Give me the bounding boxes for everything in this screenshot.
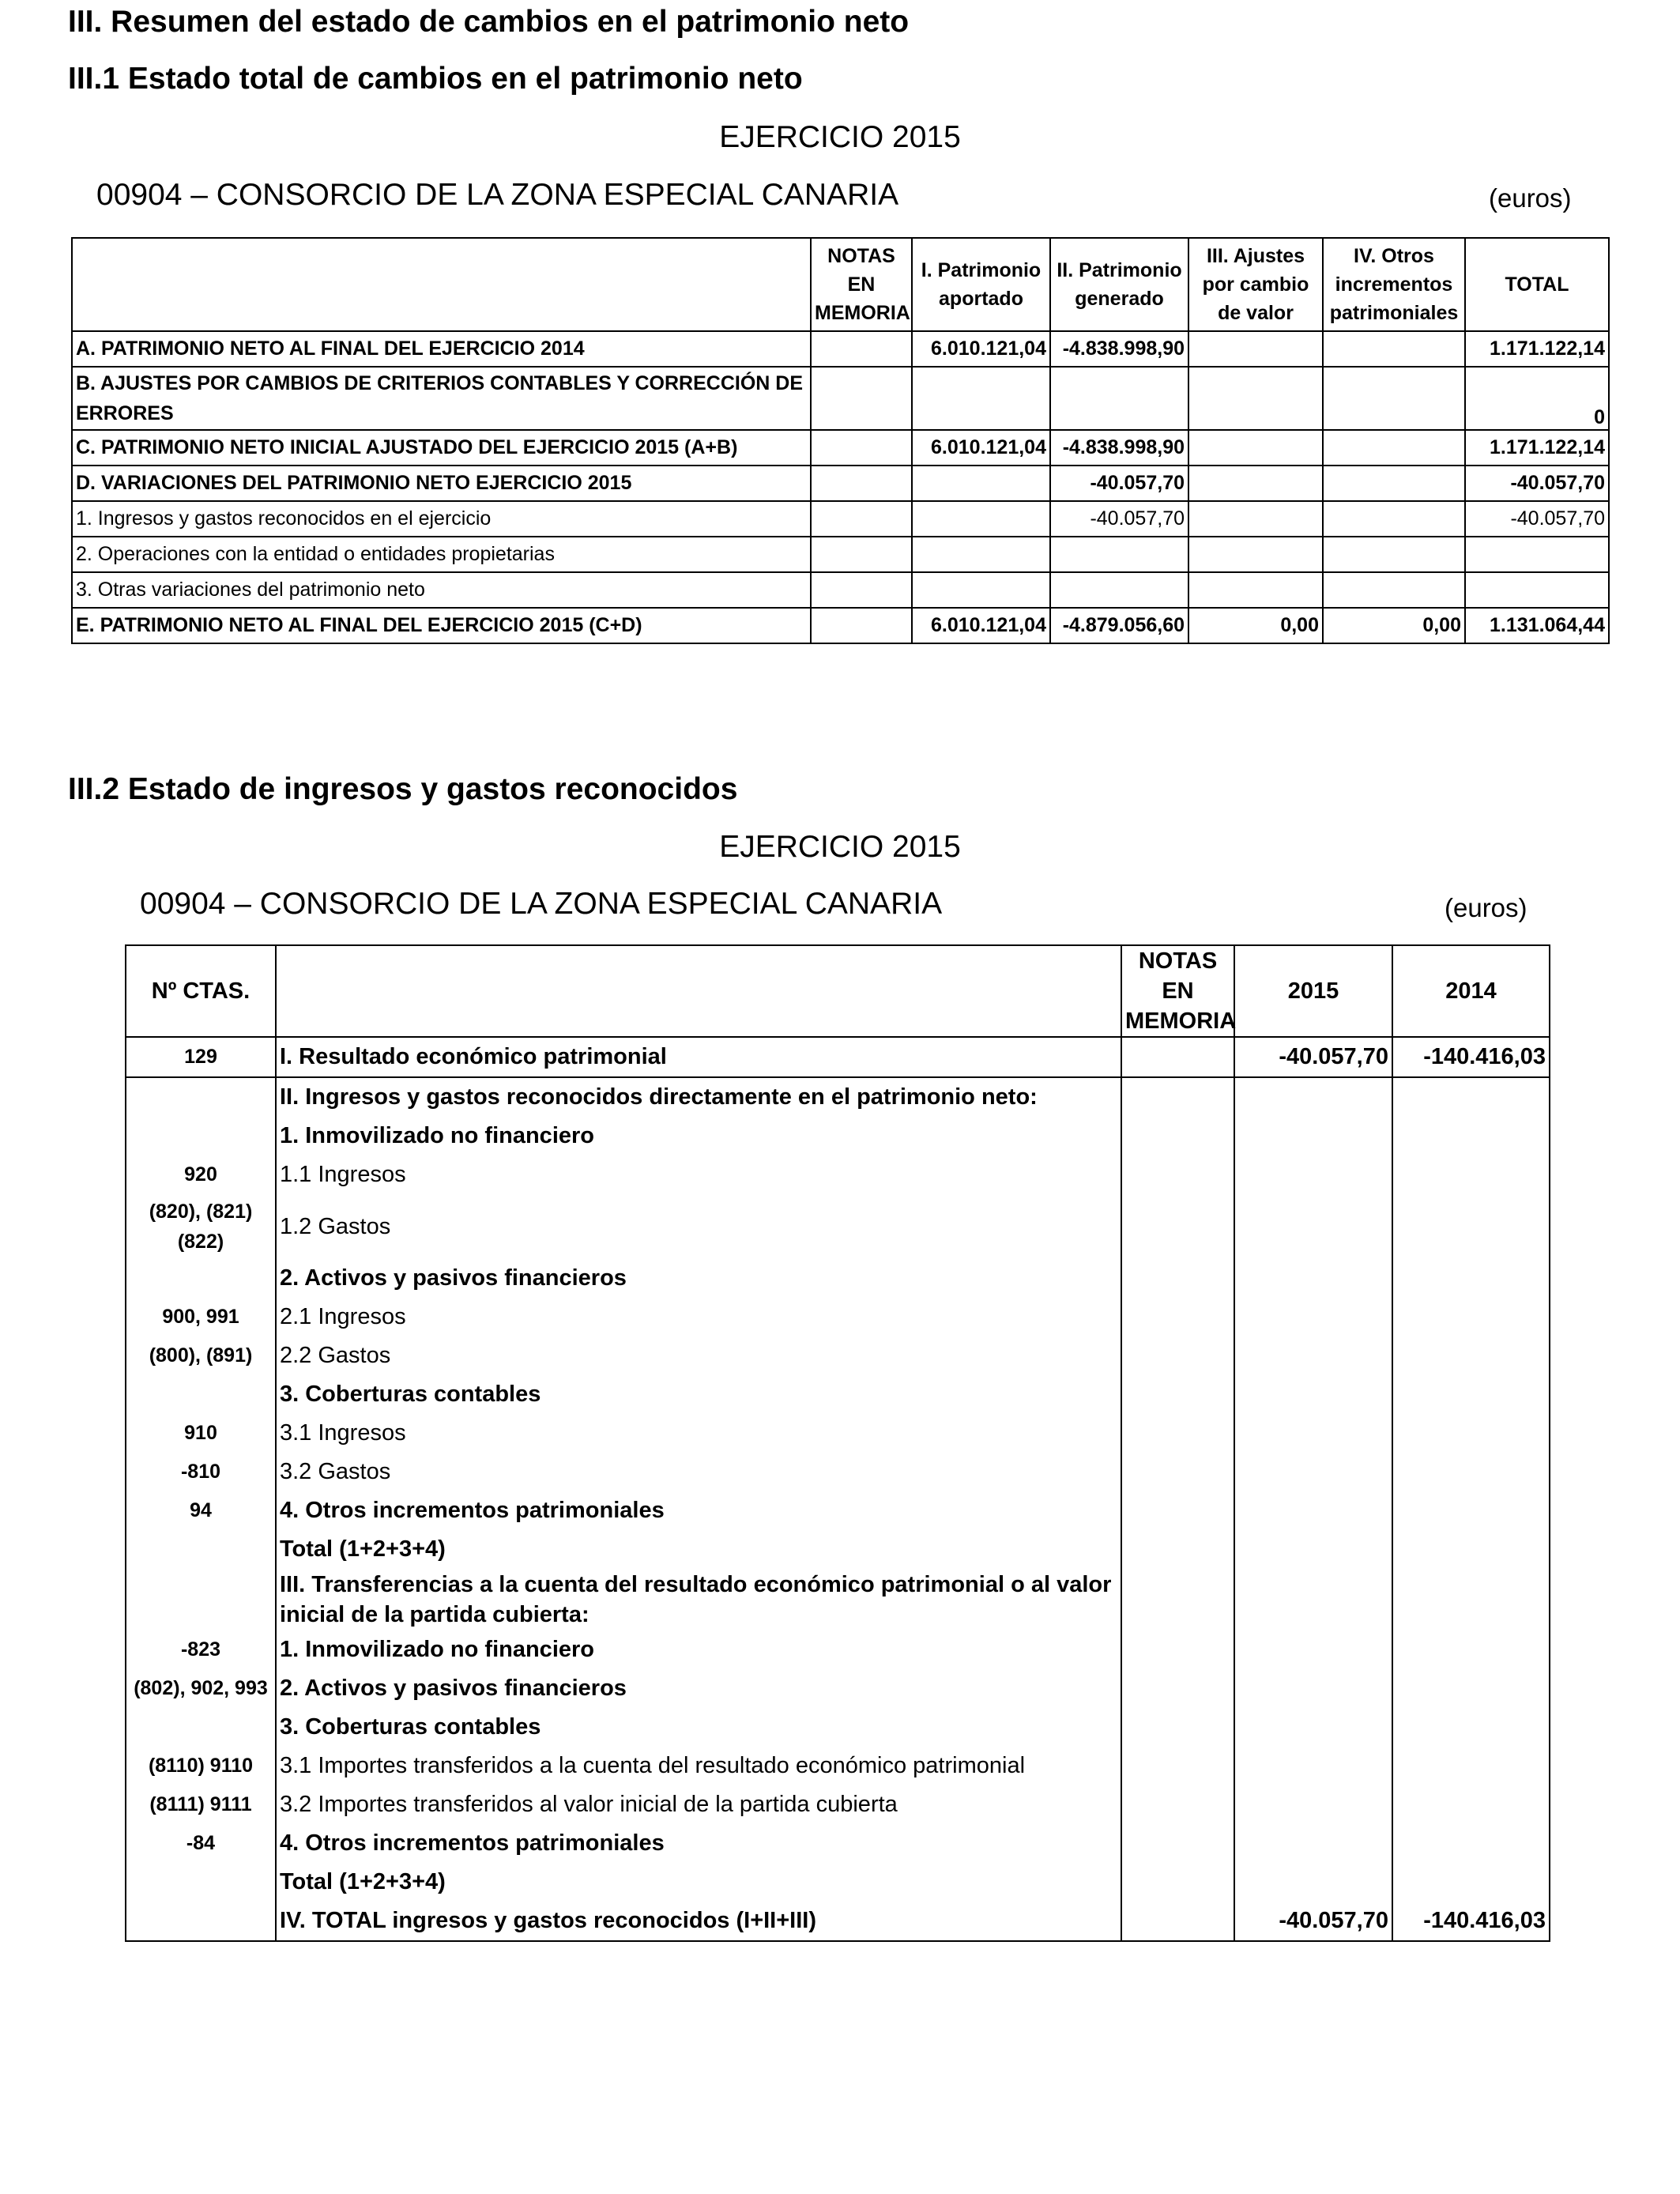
row-notas xyxy=(1121,1863,1234,1902)
table-row xyxy=(126,1708,1550,1747)
table-row xyxy=(126,1863,1550,1902)
row-notas xyxy=(1121,1414,1234,1453)
row-notas xyxy=(811,501,912,537)
row-ajustes xyxy=(1188,430,1323,466)
row-total: 1.171.122,14 xyxy=(1465,430,1609,466)
row-2014 xyxy=(1392,1077,1550,1117)
row-ctas xyxy=(126,1375,276,1414)
row-notas xyxy=(1121,1259,1234,1298)
row-ajustes xyxy=(1188,367,1323,430)
row-label: 1. Inmovilizado no financiero xyxy=(276,1117,1121,1155)
row-patrimonio-aportado xyxy=(912,572,1050,608)
row-2015 xyxy=(1234,1414,1392,1453)
row-label: 1.2 Gastos xyxy=(276,1194,1121,1259)
row-otros xyxy=(1323,367,1465,430)
row-2014 xyxy=(1392,1863,1550,1902)
row-notas xyxy=(811,430,912,466)
row-ctas: -823 xyxy=(126,1630,276,1669)
row-notas xyxy=(1121,1491,1234,1530)
row-label: 3.1 Importes transferidos a la cuenta del resultado económico patrimonial xyxy=(276,1747,1121,1785)
row-total xyxy=(1465,572,1609,608)
row-ctas: 129 xyxy=(126,1037,276,1077)
table-row xyxy=(126,1491,1550,1530)
row-2014: -140.416,03 xyxy=(1392,1902,1550,1941)
row-label: 2.1 Ingresos xyxy=(276,1298,1121,1336)
row-label: 2. Activos y pasivos financieros xyxy=(276,1669,1121,1708)
row-patrimonio-aportado xyxy=(912,537,1050,572)
table-row xyxy=(72,501,1609,537)
row-notas xyxy=(811,537,912,572)
row-notas xyxy=(1121,1155,1234,1194)
row-notas xyxy=(1121,1669,1234,1708)
row-ctas: (800), (891) xyxy=(126,1336,276,1375)
table-row xyxy=(72,367,1609,430)
table-row xyxy=(72,537,1609,572)
table-row xyxy=(72,430,1609,466)
row-2015 xyxy=(1234,1259,1392,1298)
table-row xyxy=(126,1669,1550,1708)
row-2015 xyxy=(1234,1375,1392,1414)
header-blank xyxy=(72,238,811,331)
row-label: B. AJUSTES POR CAMBIOS DE CRITERIOS CONTABLES Y CORRECCIÓN DE ERRORES xyxy=(72,367,811,430)
header-2015: 2015 xyxy=(1234,945,1392,1037)
row-ajustes xyxy=(1188,466,1323,501)
row-2014 xyxy=(1392,1336,1550,1375)
row-total: 1.171.122,14 xyxy=(1465,331,1609,367)
header-patrimonio-aportado: I. Patrimonio aportado xyxy=(912,238,1050,331)
row-ajustes xyxy=(1188,331,1323,367)
row-ajustes xyxy=(1188,572,1323,608)
row-patrimonio-generado: -4.879.056,60 xyxy=(1050,608,1188,643)
row-notas xyxy=(1121,1453,1234,1491)
table-row xyxy=(72,466,1609,501)
row-label: 3. Otras variaciones del patrimonio neto xyxy=(72,572,811,608)
row-notas xyxy=(811,608,912,643)
row-2014 xyxy=(1392,1824,1550,1863)
table-row xyxy=(126,1298,1550,1336)
row-notas xyxy=(1121,1037,1234,1077)
table-row xyxy=(126,1336,1550,1375)
row-ctas xyxy=(126,1863,276,1902)
row-2014 xyxy=(1392,1194,1550,1259)
header-notas: NOTAS EN MEMORIA xyxy=(811,238,912,331)
row-notas xyxy=(1121,1077,1234,1117)
row-2015: -40.057,70 xyxy=(1234,1037,1392,1077)
row-notas xyxy=(1121,1747,1234,1785)
row-2014 xyxy=(1392,1117,1550,1155)
row-otros xyxy=(1323,501,1465,537)
row-label: A. PATRIMONIO NETO AL FINAL DEL EJERCICIO 2014 xyxy=(72,331,811,367)
row-2014 xyxy=(1392,1569,1550,1630)
row-2015 xyxy=(1234,1194,1392,1259)
row-2015 xyxy=(1234,1077,1392,1117)
row-2014: -140.416,03 xyxy=(1392,1037,1550,1077)
row-label: 1.1 Ingresos xyxy=(276,1155,1121,1194)
row-patrimonio-generado xyxy=(1050,572,1188,608)
row-2015 xyxy=(1234,1669,1392,1708)
units-label-1: (euros) xyxy=(1489,183,1572,213)
subsection2-title: III.2 Estado de ingresos y gastos reconocidos xyxy=(68,772,738,806)
row-notas xyxy=(1121,1117,1234,1155)
row-ajustes xyxy=(1188,537,1323,572)
row-label: III. Transferencias a la cuenta del resultado económico patrimonial o al valor inicial de la partida cubierta: xyxy=(276,1569,1121,1630)
section-title: III. Resumen del estado de cambios en el patrimonio neto xyxy=(68,5,910,39)
row-ctas: 910 xyxy=(126,1414,276,1453)
header-2014: 2014 xyxy=(1392,945,1550,1037)
patrimonio-neto-table xyxy=(71,237,1610,644)
table-row xyxy=(126,1375,1550,1414)
row-total: 0 xyxy=(1465,367,1609,430)
table-row xyxy=(126,1785,1550,1824)
row-label: 2. Activos y pasivos financieros xyxy=(276,1259,1121,1298)
row-label: 2. Operaciones con la entidad o entidades propietarias xyxy=(72,537,811,572)
table-row xyxy=(72,608,1609,643)
header-total: TOTAL xyxy=(1465,238,1609,331)
row-2015 xyxy=(1234,1824,1392,1863)
row-patrimonio-aportado: 6.010.121,04 xyxy=(912,331,1050,367)
table-row xyxy=(126,1902,1550,1941)
row-notas xyxy=(1121,1530,1234,1569)
row-2015 xyxy=(1234,1298,1392,1336)
ejercicio-heading-2: EJERCICIO 2015 xyxy=(719,830,961,864)
row-2015 xyxy=(1234,1630,1392,1669)
table-row xyxy=(126,1630,1550,1669)
row-patrimonio-generado: -4.838.998,90 xyxy=(1050,331,1188,367)
row-ctas: (820), (821) (822) xyxy=(126,1194,276,1259)
row-otros xyxy=(1323,537,1465,572)
row-2014 xyxy=(1392,1375,1550,1414)
row-label: 4. Otros incrementos patrimoniales xyxy=(276,1491,1121,1530)
row-2015 xyxy=(1234,1453,1392,1491)
row-label: I. Resultado económico patrimonial xyxy=(276,1037,1121,1077)
row-total xyxy=(1465,537,1609,572)
row-2014 xyxy=(1392,1298,1550,1336)
row-ajustes: 0,00 xyxy=(1188,608,1323,643)
row-label: 3.2 Importes transferidos al valor inicial de la partida cubierta xyxy=(276,1785,1121,1824)
entity-heading-1: 00904 – CONSORCIO DE LA ZONA ESPECIAL CANARIA xyxy=(96,178,899,212)
row-ctas xyxy=(126,1530,276,1569)
row-2014 xyxy=(1392,1669,1550,1708)
row-ctas xyxy=(126,1708,276,1747)
row-ajustes xyxy=(1188,501,1323,537)
row-otros xyxy=(1323,430,1465,466)
row-2015 xyxy=(1234,1708,1392,1747)
row-ctas: (802), 902, 993 xyxy=(126,1669,276,1708)
row-label: IV. TOTAL ingresos y gastos reconocidos (I+II+III) xyxy=(276,1902,1121,1941)
table-row xyxy=(126,1569,1550,1630)
ejercicio-heading-1: EJERCICIO 2015 xyxy=(719,120,961,154)
row-label: 3.2 Gastos xyxy=(276,1453,1121,1491)
row-ctas xyxy=(126,1077,276,1117)
table-row xyxy=(126,1077,1550,1117)
row-ctas xyxy=(126,1902,276,1941)
row-notas xyxy=(1121,1824,1234,1863)
row-2015: -40.057,70 xyxy=(1234,1902,1392,1941)
table-row xyxy=(126,1414,1550,1453)
header-blank-2 xyxy=(276,945,1121,1037)
table-row xyxy=(72,572,1609,608)
row-ctas xyxy=(126,1259,276,1298)
header-patrimonio-generado: II. Patrimonio generado xyxy=(1050,238,1188,331)
row-label: 1. Inmovilizado no financiero xyxy=(276,1630,1121,1669)
header-notas-2: NOTAS EN MEMORIA xyxy=(1121,945,1234,1037)
row-2015 xyxy=(1234,1491,1392,1530)
row-2014 xyxy=(1392,1453,1550,1491)
row-notas xyxy=(811,331,912,367)
row-label: 3.1 Ingresos xyxy=(276,1414,1121,1453)
row-2014 xyxy=(1392,1530,1550,1569)
table-row xyxy=(126,1530,1550,1569)
row-label: 3. Coberturas contables xyxy=(276,1375,1121,1414)
row-label: D. VARIACIONES DEL PATRIMONIO NETO EJERCICIO 2015 xyxy=(72,466,811,501)
row-2015 xyxy=(1234,1863,1392,1902)
row-2014 xyxy=(1392,1259,1550,1298)
row-notas xyxy=(1121,1336,1234,1375)
row-patrimonio-generado: -40.057,70 xyxy=(1050,466,1188,501)
row-ctas: 920 xyxy=(126,1155,276,1194)
row-patrimonio-generado xyxy=(1050,537,1188,572)
row-label: 4. Otros incrementos patrimoniales xyxy=(276,1824,1121,1863)
row-patrimonio-generado: -4.838.998,90 xyxy=(1050,430,1188,466)
entity-heading-2: 00904 – CONSORCIO DE LA ZONA ESPECIAL CANARIA xyxy=(140,887,943,921)
row-2015 xyxy=(1234,1747,1392,1785)
subsection1-title: III.1 Estado total de cambios en el patrimonio neto xyxy=(68,62,803,96)
row-2015 xyxy=(1234,1336,1392,1375)
row-otros xyxy=(1323,572,1465,608)
row-patrimonio-generado xyxy=(1050,367,1188,430)
row-2014 xyxy=(1392,1747,1550,1785)
table-row xyxy=(126,1824,1550,1863)
row-label: Total (1+2+3+4) xyxy=(276,1530,1121,1569)
row-ctas: 94 xyxy=(126,1491,276,1530)
row-2014 xyxy=(1392,1630,1550,1669)
units-label-2: (euros) xyxy=(1445,893,1527,922)
table-row xyxy=(126,1194,1550,1259)
row-2014 xyxy=(1392,1785,1550,1824)
table-row xyxy=(72,331,1609,367)
header-ajustes: III. Ajustes por cambio de valor xyxy=(1188,238,1323,331)
row-label: 2.2 Gastos xyxy=(276,1336,1121,1375)
row-2014 xyxy=(1392,1491,1550,1530)
row-patrimonio-aportado: 6.010.121,04 xyxy=(912,430,1050,466)
table-row xyxy=(126,1037,1550,1077)
row-ctas: -84 xyxy=(126,1824,276,1863)
row-notas xyxy=(1121,1630,1234,1669)
row-2015 xyxy=(1234,1785,1392,1824)
ingresos-gastos-table xyxy=(125,944,1550,1942)
row-label: 1. Ingresos y gastos reconocidos en el ejercicio xyxy=(72,501,811,537)
row-2015 xyxy=(1234,1155,1392,1194)
row-ctas xyxy=(126,1569,276,1630)
row-otros xyxy=(1323,466,1465,501)
table-row xyxy=(126,1117,1550,1155)
row-ctas: -810 xyxy=(126,1453,276,1491)
table-row xyxy=(126,1747,1550,1785)
row-notas xyxy=(1121,1785,1234,1824)
row-patrimonio-aportado: 6.010.121,04 xyxy=(912,608,1050,643)
header-otros-incrementos: IV. Otros incrementos patrimoniales xyxy=(1323,238,1465,331)
row-otros xyxy=(1323,331,1465,367)
row-otros: 0,00 xyxy=(1323,608,1465,643)
row-2014 xyxy=(1392,1155,1550,1194)
row-notas xyxy=(811,367,912,430)
row-2015 xyxy=(1234,1569,1392,1630)
row-ctas xyxy=(126,1117,276,1155)
row-notas xyxy=(1121,1569,1234,1630)
row-2014 xyxy=(1392,1414,1550,1453)
row-label: E. PATRIMONIO NETO AL FINAL DEL EJERCICIO 2015 (C+D) xyxy=(72,608,811,643)
row-notas xyxy=(1121,1375,1234,1414)
row-total: -40.057,70 xyxy=(1465,466,1609,501)
row-label: C. PATRIMONIO NETO INICIAL AJUSTADO DEL EJERCICIO 2015 (A+B) xyxy=(72,430,811,466)
row-total: -40.057,70 xyxy=(1465,501,1609,537)
row-patrimonio-generado: -40.057,70 xyxy=(1050,501,1188,537)
table-row xyxy=(126,1155,1550,1194)
row-ctas: 900, 991 xyxy=(126,1298,276,1336)
row-notas xyxy=(1121,1298,1234,1336)
row-2014 xyxy=(1392,1708,1550,1747)
row-notas xyxy=(1121,1194,1234,1259)
row-notas xyxy=(811,572,912,608)
row-ctas: (8111) 9111 xyxy=(126,1785,276,1824)
row-label: 3. Coberturas contables xyxy=(276,1708,1121,1747)
row-patrimonio-aportado xyxy=(912,501,1050,537)
row-label: II. Ingresos y gastos reconocidos directamente en el patrimonio neto: xyxy=(276,1077,1121,1117)
row-notas xyxy=(1121,1708,1234,1747)
row-notas xyxy=(1121,1902,1234,1941)
table-row xyxy=(126,1453,1550,1491)
row-ctas: (8110) 9110 xyxy=(126,1747,276,1785)
row-notas xyxy=(811,466,912,501)
table-row xyxy=(126,1259,1550,1298)
row-patrimonio-aportado xyxy=(912,466,1050,501)
header-ctas: Nº CTAS. xyxy=(126,945,276,1037)
row-label: Total (1+2+3+4) xyxy=(276,1863,1121,1902)
row-total: 1.131.064,44 xyxy=(1465,608,1609,643)
row-patrimonio-aportado xyxy=(912,367,1050,430)
row-2015 xyxy=(1234,1530,1392,1569)
row-2015 xyxy=(1234,1117,1392,1155)
